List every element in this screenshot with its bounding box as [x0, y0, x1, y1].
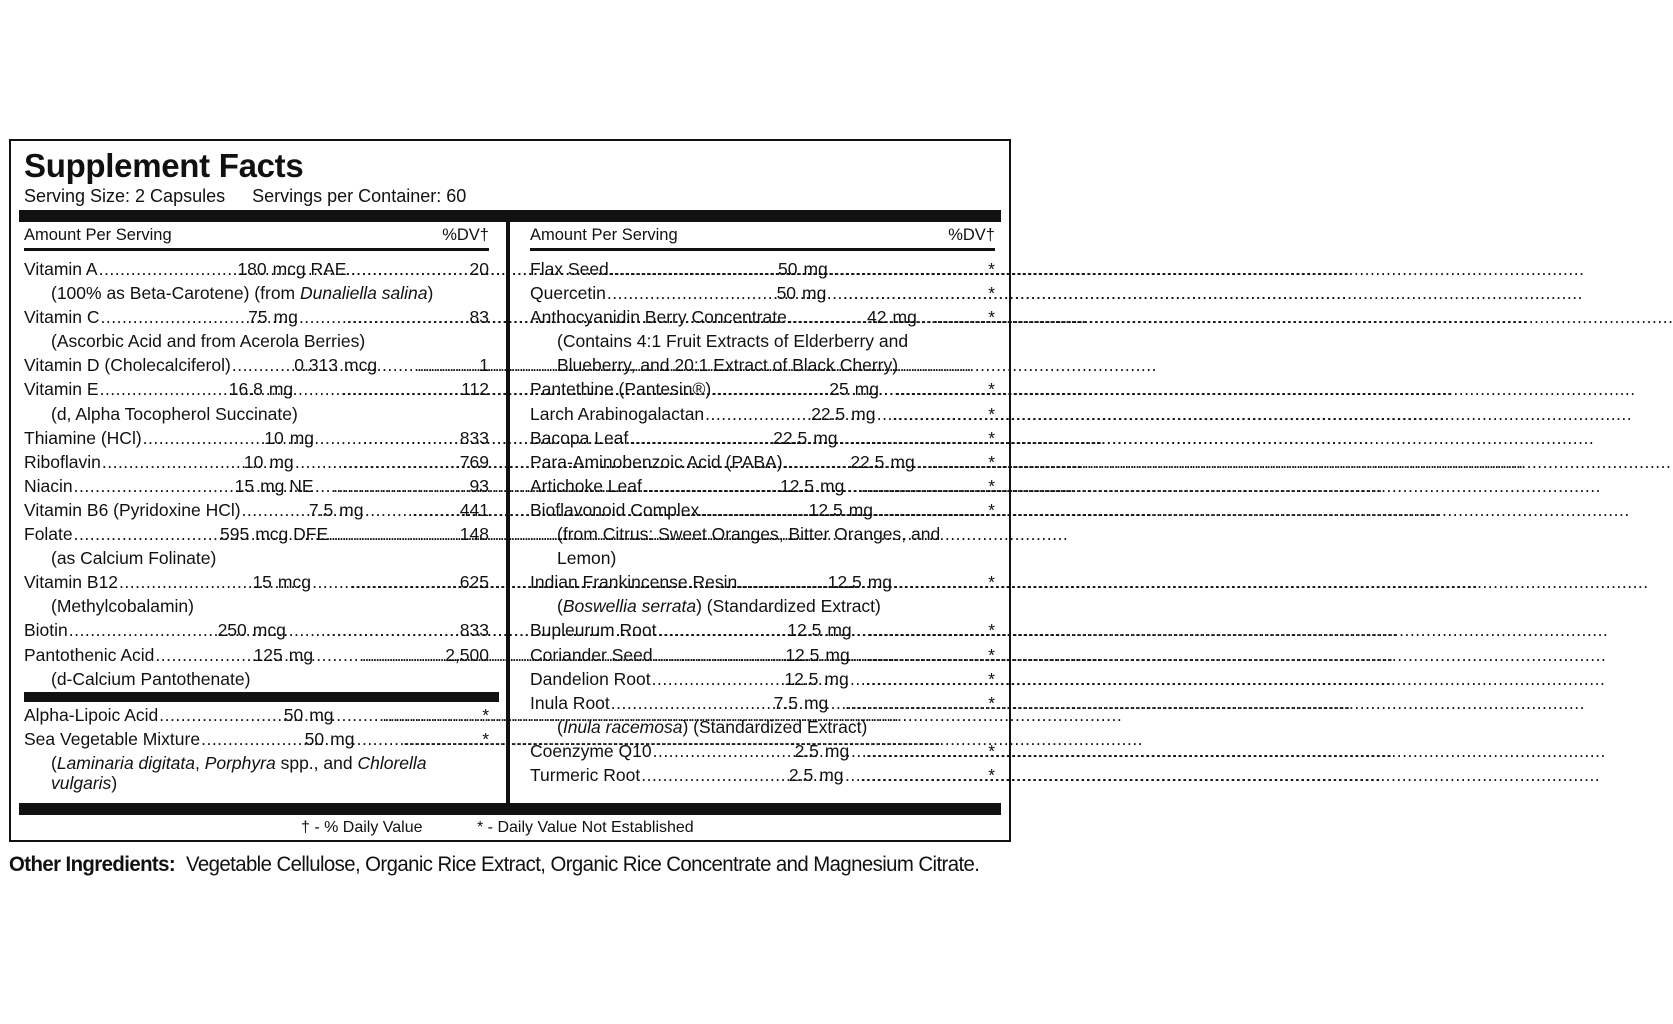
right-header-dv: %DV† [948, 226, 995, 244]
column-divider [506, 212, 510, 807]
panel-title: Supplement Facts [24, 147, 304, 184]
ingredient-row [530, 476, 995, 500]
note-text: ) (Standardized Extract) [696, 596, 881, 617]
dot-leader [854, 428, 987, 449]
dot-leader [629, 428, 762, 449]
ingredient-dv: * [988, 379, 995, 400]
ingredient-note [24, 596, 489, 620]
dot-leader [69, 620, 202, 641]
note-text: (Methylcobalamin) [51, 596, 194, 617]
ingredient-note [24, 404, 489, 428]
dot-leader [74, 476, 209, 497]
dot-leader [844, 259, 987, 280]
ingredient-dv: 83 [469, 307, 489, 328]
left-column-header [24, 225, 489, 247]
dot-leader [232, 355, 293, 376]
ingredient-unit: mg [820, 475, 845, 496]
ingredient-dv: * [988, 692, 995, 713]
dot-leader [326, 620, 459, 641]
note-text: ) (Standardized Extract) [682, 716, 868, 737]
ingredient-name: Dandelion Root [530, 668, 651, 689]
dot-leader [641, 765, 768, 786]
dot-leader [610, 259, 753, 280]
dot-leader [845, 693, 987, 714]
dot-leader [611, 693, 753, 714]
bottom-thick-rule [19, 803, 1001, 815]
ingredient-name: Indian Frankincense Resin [530, 572, 738, 593]
ingredient-note [530, 596, 995, 620]
right-item-list [530, 259, 995, 789]
ingredient-row [24, 428, 489, 452]
ingredient-amount: 50 [778, 259, 798, 279]
note-text: (Ascorbic Acid and from Acerola Berries) [51, 331, 366, 352]
ingredient-name: Anthocyanidin Berry Concentrate [530, 307, 787, 328]
ingredient-amount: 0.313 [294, 355, 339, 376]
dot-leader [351, 572, 459, 593]
note-italic: Chlorella [357, 753, 427, 774]
ingredient-unit: mcg [252, 620, 286, 641]
note-italic: Boswellia serrata [562, 596, 697, 617]
ingredient-amount: 12.5 [808, 499, 843, 520]
ingredient-unit: mcg RAE [272, 259, 347, 279]
ingredient-name: Turmeric Root [530, 764, 641, 785]
ingredient-unit: mg [330, 729, 355, 750]
dot-leader [866, 645, 987, 666]
dot-leader [890, 500, 987, 521]
supplement-facts-panel [9, 139, 1011, 842]
serving-size: Serving Size: 2 Capsules [24, 186, 226, 206]
ingredient-unit: mg [813, 427, 838, 448]
ingredient-unit: mg [848, 499, 874, 520]
left-header-amount: Amount Per Serving [24, 226, 172, 244]
ingredient-row [530, 765, 995, 789]
left-header-rule [24, 248, 489, 251]
ingredient-amount: 16.8 [228, 379, 263, 400]
ingredient-amount: 12.5 [784, 668, 819, 689]
note-text: , [194, 753, 205, 774]
ingredient-unit: mg [824, 740, 850, 761]
ingredient-name: Vitamin A [24, 259, 98, 279]
dot-leader [865, 669, 987, 690]
note-text: (d, Alpha Tocopherol Succinate) [51, 403, 298, 424]
ingredient-unit: mg [825, 644, 850, 665]
ingredient-unit: mg [803, 692, 829, 713]
ingredient-row [24, 524, 489, 548]
left-section-rule [24, 692, 499, 702]
dot-leader [607, 283, 751, 304]
dot-leader [654, 645, 775, 666]
ingredient-name: Pantethine (Pantesin®) [530, 379, 712, 400]
ingredient-dv: 1 [479, 355, 489, 376]
dot-leader [363, 428, 459, 449]
note-text: (d-Calcium Pantothenate) [51, 668, 251, 689]
other-ingredients-label: Other Ingredients: [9, 853, 176, 876]
dot-leader [934, 307, 988, 328]
ingredient-row [530, 379, 995, 403]
ingredient-note: (Contains 4:1 Fruit Extracts of Elderberry and [557, 331, 909, 352]
ingredient-note: (from Citrus: Sweet Oranges, Bitter Oranges, and [557, 524, 941, 545]
ingredient-unit: mg [309, 705, 334, 725]
dot-leader [102, 452, 218, 473]
dot-leader [382, 705, 481, 726]
dot-leader [201, 729, 279, 750]
ingredient-amount: 22.5 [850, 451, 885, 472]
ingredient-name: Artichoke Leaf [530, 475, 642, 496]
ingredient-dv: 112 [461, 379, 489, 400]
dot-leader [403, 729, 481, 750]
left-header-dv: %DV† [442, 226, 489, 244]
dot-leader [700, 500, 797, 521]
ingredient-dv: 625 [459, 572, 489, 593]
ingredient-row [530, 428, 995, 452]
ingredient-row [24, 620, 489, 644]
ingredient-row [530, 404, 995, 428]
ingredient-dv: * [988, 764, 995, 785]
ingredient-amount: 7.5 [308, 499, 334, 520]
footnote-not-established: * - Daily Value Not Established [477, 819, 694, 836]
ingredient-unit: mg [803, 259, 828, 279]
note-text: ) [111, 773, 118, 794]
note-text: (100% as Beta-Carotene) (from [51, 283, 300, 304]
ingredient-dv: 93 [469, 475, 489, 496]
ingredient-unit: mg [854, 379, 879, 400]
ingredient-unit: mg [851, 403, 876, 424]
ingredient-note [24, 773, 489, 797]
dot-leader [896, 379, 987, 400]
ingredient-unit: mg [268, 379, 294, 400]
ingredient-row [24, 452, 489, 476]
dot-leader [347, 307, 469, 328]
ingredient-unit: mg [819, 764, 844, 785]
ingredient-dv: * [988, 403, 995, 424]
ingredient-row [530, 645, 995, 669]
ingredient-dv: 20 [469, 259, 489, 279]
ingredient-dv: 148 [459, 524, 489, 545]
ingredient-dv: * [482, 729, 489, 750]
other-ingredients-text: Vegetable Cellulose, Organic Rice Extract, Organic Rice Concentrate and Magnesium Citrate. [185, 853, 980, 876]
ingredient-row [530, 283, 995, 307]
ingredient-dv: * [988, 499, 995, 520]
ingredient-row [530, 259, 995, 283]
ingredient-name: Niacin [24, 475, 73, 496]
ingredient-note: Blueberry, and 20:1 Extract of Black Cherry) [557, 355, 899, 376]
ingredient-name: Para-Aminobenzoic Acid (PABA) [530, 451, 783, 472]
note-text: (as Calcium Folinate) [51, 548, 217, 569]
ingredient-dv: 2,500 [445, 644, 489, 665]
ingredient-dv: 441 [459, 499, 489, 520]
ingredient-row [530, 452, 995, 476]
ingredient-name: Vitamin C [24, 307, 100, 328]
ingredient-name: Alpha-Lipoic Acid [24, 705, 159, 725]
ingredient-amount: 10 [264, 427, 284, 448]
ingredient-dv: * [988, 572, 995, 593]
ingredient-unit: mg [890, 451, 915, 472]
note-italic: Dunaliella salina [300, 283, 428, 304]
ingredient-name: Bacopa Leaf [530, 427, 629, 448]
ingredient-amount: 2.5 [788, 764, 814, 785]
ingredient-dv: * [988, 740, 995, 761]
ingredient-row [24, 476, 489, 500]
ingredient-unit: mg [892, 307, 917, 328]
dot-leader [652, 669, 774, 690]
ingredient-row [530, 620, 995, 644]
dot-leader [931, 452, 987, 473]
dot-leader [342, 452, 458, 473]
ingredient-unit: mcg [344, 355, 378, 376]
ingredient-unit: mcg DFE [255, 524, 329, 545]
ingredient-amount: 125 [253, 644, 283, 665]
ingredient-name: Folate [24, 524, 73, 545]
dot-leader [653, 741, 774, 762]
ingredient-name: Bupleurum Root [530, 620, 657, 641]
dot-leader [657, 620, 776, 641]
ingredient-amount: 12.5 [787, 620, 822, 641]
ingredient-name: Sea Vegetable Mixture [24, 729, 201, 750]
ingredient-unit: mg [867, 572, 892, 593]
ingredient-row [530, 669, 995, 693]
note-text: ( [557, 716, 563, 737]
ingredient-note [24, 548, 489, 572]
dot-leader [892, 404, 987, 425]
footnote-dv: † - % Daily Value [301, 819, 423, 836]
dot-leader [333, 476, 468, 497]
ingredient-dv: * [988, 475, 995, 496]
ingredient-row [24, 729, 489, 753]
ingredient-name: Thiamine (HCl) [24, 427, 142, 448]
ingredient-amount: 2.5 [794, 740, 819, 761]
ingredient-name: Pantothenic Acid [24, 644, 155, 665]
ingredient-row [24, 379, 489, 403]
dot-leader [74, 524, 205, 545]
left-column [24, 141, 489, 821]
ingredient-row [530, 741, 995, 765]
note-text: ( [51, 753, 57, 774]
right-header-amount: Amount Per Serving [530, 226, 678, 244]
note-text: ( [557, 596, 563, 617]
ingredient-row [530, 307, 995, 331]
dot-leader [346, 259, 469, 280]
ingredient-dv: * [988, 307, 995, 328]
ingredient-note [24, 283, 489, 307]
ingredient-dv: * [988, 259, 995, 279]
dot-leader [143, 428, 239, 449]
ingredient-amount: 22.5 [811, 403, 846, 424]
ingredient-note [24, 331, 489, 355]
note-italic: vulgaris [51, 773, 112, 794]
ingredient-name: Quercetin [530, 283, 606, 304]
dot-leader [738, 572, 816, 593]
dot-leader [101, 307, 223, 328]
ingredient-dv: * [988, 283, 995, 304]
ingredient-name: Biotin [24, 620, 68, 641]
dot-leader [643, 476, 769, 497]
ingredient-amount: 15 [252, 572, 272, 593]
dot-leader [909, 572, 987, 593]
ingredient-row [24, 572, 489, 596]
ingredient-dv: * [988, 620, 995, 641]
ingredient-row [24, 645, 489, 669]
note-italic: Inula racemosa [562, 716, 683, 737]
dot-leader [860, 765, 987, 786]
ingredient-name: Coenzyme Q10 [530, 740, 652, 761]
note-text: spp., and [275, 753, 358, 774]
ingredient-amount: 10 [243, 451, 264, 472]
right-column-header [530, 225, 995, 247]
ingredient-amount: 12.5 [779, 475, 815, 496]
ingredient-amount: 50 [304, 729, 325, 750]
ingredient-name: Flax Seed [530, 259, 609, 279]
dot-leader [788, 307, 842, 328]
dot-leader [866, 741, 987, 762]
dot-leader [242, 500, 289, 521]
note-italic: Laminaria digitata [56, 753, 195, 774]
ingredient-amount: 50 [776, 283, 797, 304]
ingredient-note [530, 717, 995, 741]
ingredient-unit: mg [827, 620, 852, 641]
ingredient-row [24, 307, 489, 331]
ingredient-unit: mg [273, 307, 298, 328]
ingredient-amount: 25 [829, 379, 849, 400]
ingredient-name: Vitamin B6 (Pyridoxine HCl) [24, 499, 241, 520]
ingredient-unit: mg [269, 451, 294, 472]
ingredient-unit: mg [802, 283, 827, 304]
ingredient-dv: * [988, 668, 995, 689]
ingredient-amount: 180 [237, 259, 267, 279]
note-text: ) [427, 283, 434, 304]
dot-leader [342, 379, 460, 400]
dot-leader [412, 500, 459, 521]
ingredient-amount: 42 [867, 307, 887, 328]
ingredient-unit: mg [339, 499, 364, 520]
ingredient-amount: 15 [234, 475, 255, 496]
dot-leader [362, 645, 444, 666]
dot-leader [843, 283, 987, 304]
servings-per-container: Servings per Container: 60 [252, 186, 467, 206]
ingredient-dv: 769 [459, 451, 489, 472]
dot-leader [99, 259, 222, 280]
ingredient-row [24, 705, 489, 729]
ingredient-row [24, 500, 489, 524]
left-vitamin-list [24, 259, 489, 693]
dot-leader [417, 355, 478, 376]
ingredient-row [24, 259, 489, 283]
dot-leader [119, 572, 227, 593]
dot-leader [100, 379, 218, 400]
dot-leader [705, 404, 800, 425]
ingredient-dv: * [988, 451, 995, 472]
ingredient-name: Inula Root [530, 692, 610, 713]
ingredient-name: Larch Arabinogalactan [530, 403, 705, 424]
ingredient-amount: 12.5 [827, 572, 862, 593]
ingredient-row [530, 693, 995, 717]
ingredient-amount: 595 [220, 524, 250, 545]
ingredient-note [24, 669, 489, 693]
ingredient-name: Vitamin D (Cholecalciferol) [24, 355, 231, 376]
dot-leader [712, 379, 803, 400]
dot-leader [155, 645, 237, 666]
dot-leader [861, 476, 987, 497]
ingredient-dv: 833 [459, 620, 489, 641]
ingredient-row [24, 355, 489, 379]
ingredient-amount: 50 [283, 705, 304, 725]
ingredient-unit: mg NE [260, 475, 314, 496]
ingredient-name: Bioflavonoid Complex [530, 499, 700, 520]
ingredient-unit: mcg [277, 572, 311, 593]
dot-leader [159, 705, 258, 726]
ingredient-dv: * [988, 644, 995, 665]
ingredient-name: Vitamin E [24, 379, 99, 400]
ingredient-dv: * [482, 705, 489, 725]
right-column [530, 141, 995, 821]
ingredient-name: Coriander Seed [530, 644, 653, 665]
ingredient-amount: 7.5 [773, 692, 798, 713]
ingredient-amount: 250 [217, 620, 247, 641]
ingredient-unit: mg [288, 644, 314, 665]
ingredient-name: Riboflavin [24, 451, 101, 472]
ingredient-row [530, 500, 995, 524]
ingredient-note: Lemon) [557, 548, 617, 569]
dot-leader [328, 524, 459, 545]
left-other-list [24, 705, 489, 797]
ingredient-amount: 75 [248, 307, 268, 328]
ingredient-name: Vitamin B12 [24, 572, 119, 593]
ingredient-dv: 833 [459, 427, 489, 448]
dot-leader [784, 452, 840, 473]
note-italic: Porphyra [204, 753, 276, 774]
ingredient-row [530, 572, 995, 596]
ingredient-amount: 22.5 [773, 427, 808, 448]
ingredient-amount: 12.5 [785, 644, 820, 665]
other-ingredients [9, 853, 979, 877]
dot-leader [868, 620, 987, 641]
ingredient-dv: * [988, 427, 995, 448]
right-header-rule [530, 248, 995, 251]
ingredient-unit: mg [289, 427, 315, 448]
ingredient-unit: mg [824, 668, 849, 689]
